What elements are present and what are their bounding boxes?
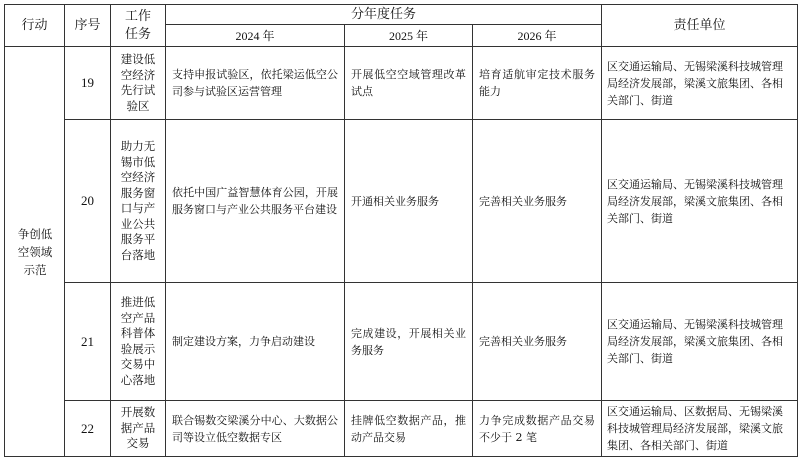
header-year-2026: 2026 年	[473, 25, 602, 47]
header-responsible: 责任单位	[602, 5, 798, 47]
header-action: 行动	[5, 5, 65, 47]
row-task-text: 助力无锡市低空经济服务窗口与产业公共服务平台落地	[120, 139, 156, 262]
row-2025: 完成建设，开展相关业务服务	[345, 283, 473, 401]
row-seq: 20	[65, 120, 111, 283]
header-task	[111, 5, 166, 47]
row-task-text: 建设低空经济先行试验区	[120, 52, 156, 113]
row-task	[111, 401, 166, 457]
table-row	[5, 283, 798, 401]
row-seq: 22	[65, 401, 111, 457]
row-responsible: 区交通运输局、无锡梁溪科技城管理局经济发展部，梁溪文旅集团、各相关部门、街道	[602, 283, 798, 401]
header-year-2025: 2025 年	[345, 25, 473, 47]
header-seq: 序号	[65, 5, 111, 47]
row-2025: 开通相关业务服务	[345, 120, 473, 283]
row-2025: 开展低空空域管理改革试点	[345, 47, 473, 120]
row-2024: 支持申报试验区，依托梁运低空公司参与试验区运营管理	[166, 47, 345, 120]
row-task-text: 开展数据产品交易	[120, 405, 156, 451]
table-row	[5, 401, 798, 457]
header-task-text: 工作任务	[124, 8, 151, 42]
row-2026: 完善相关业务服务	[473, 283, 602, 401]
header-year-2024: 2024 年	[166, 25, 345, 47]
row-2024: 制定建设方案，力争启动建设	[166, 283, 345, 401]
action-name: 争创低空领域示范	[17, 226, 53, 277]
row-2025: 挂牌低空数据产品，推动产品交易	[345, 401, 473, 457]
row-2026: 力争完成数据产品交易不少于 2 笔	[473, 401, 602, 457]
row-task	[111, 283, 166, 401]
row-task-text: 推进低空产品科普体验展示交易中心落地	[120, 295, 156, 387]
row-seq: 19	[65, 47, 111, 120]
header-annual: 分年度任务	[166, 5, 602, 25]
row-2024: 联合锡数交梁溪分中心、大数据公司等设立低空数据专区	[166, 401, 345, 457]
header-row	[5, 5, 798, 25]
row-2026: 培育适航审定技术服务能力	[473, 47, 602, 120]
row-task	[111, 47, 166, 120]
row-responsible: 区交通运输局、无锡梁溪科技城管理局经济发展部，梁溪文旅集团、各相关部门、街道	[602, 120, 798, 283]
row-2024: 依托中国广益智慧体育公园，开展服务窗口与产业公共服务平台建设	[166, 120, 345, 283]
table-row	[5, 47, 798, 120]
row-seq: 21	[65, 283, 111, 401]
row-responsible: 区交通运输局、无锡梁溪科技城管理局经济发展部，梁溪文旅集团、各相关部门、街道	[602, 47, 798, 120]
annual-task-table	[4, 4, 798, 457]
row-2026: 完善相关业务服务	[473, 120, 602, 283]
table-row	[5, 120, 798, 283]
action-cell	[5, 47, 65, 457]
row-responsible: 区交通运输局、区数据局、无锡梁溪科技城管理局经济发展部，梁溪文旅集团、各相关部门、街道	[602, 401, 798, 457]
row-task	[111, 120, 166, 283]
